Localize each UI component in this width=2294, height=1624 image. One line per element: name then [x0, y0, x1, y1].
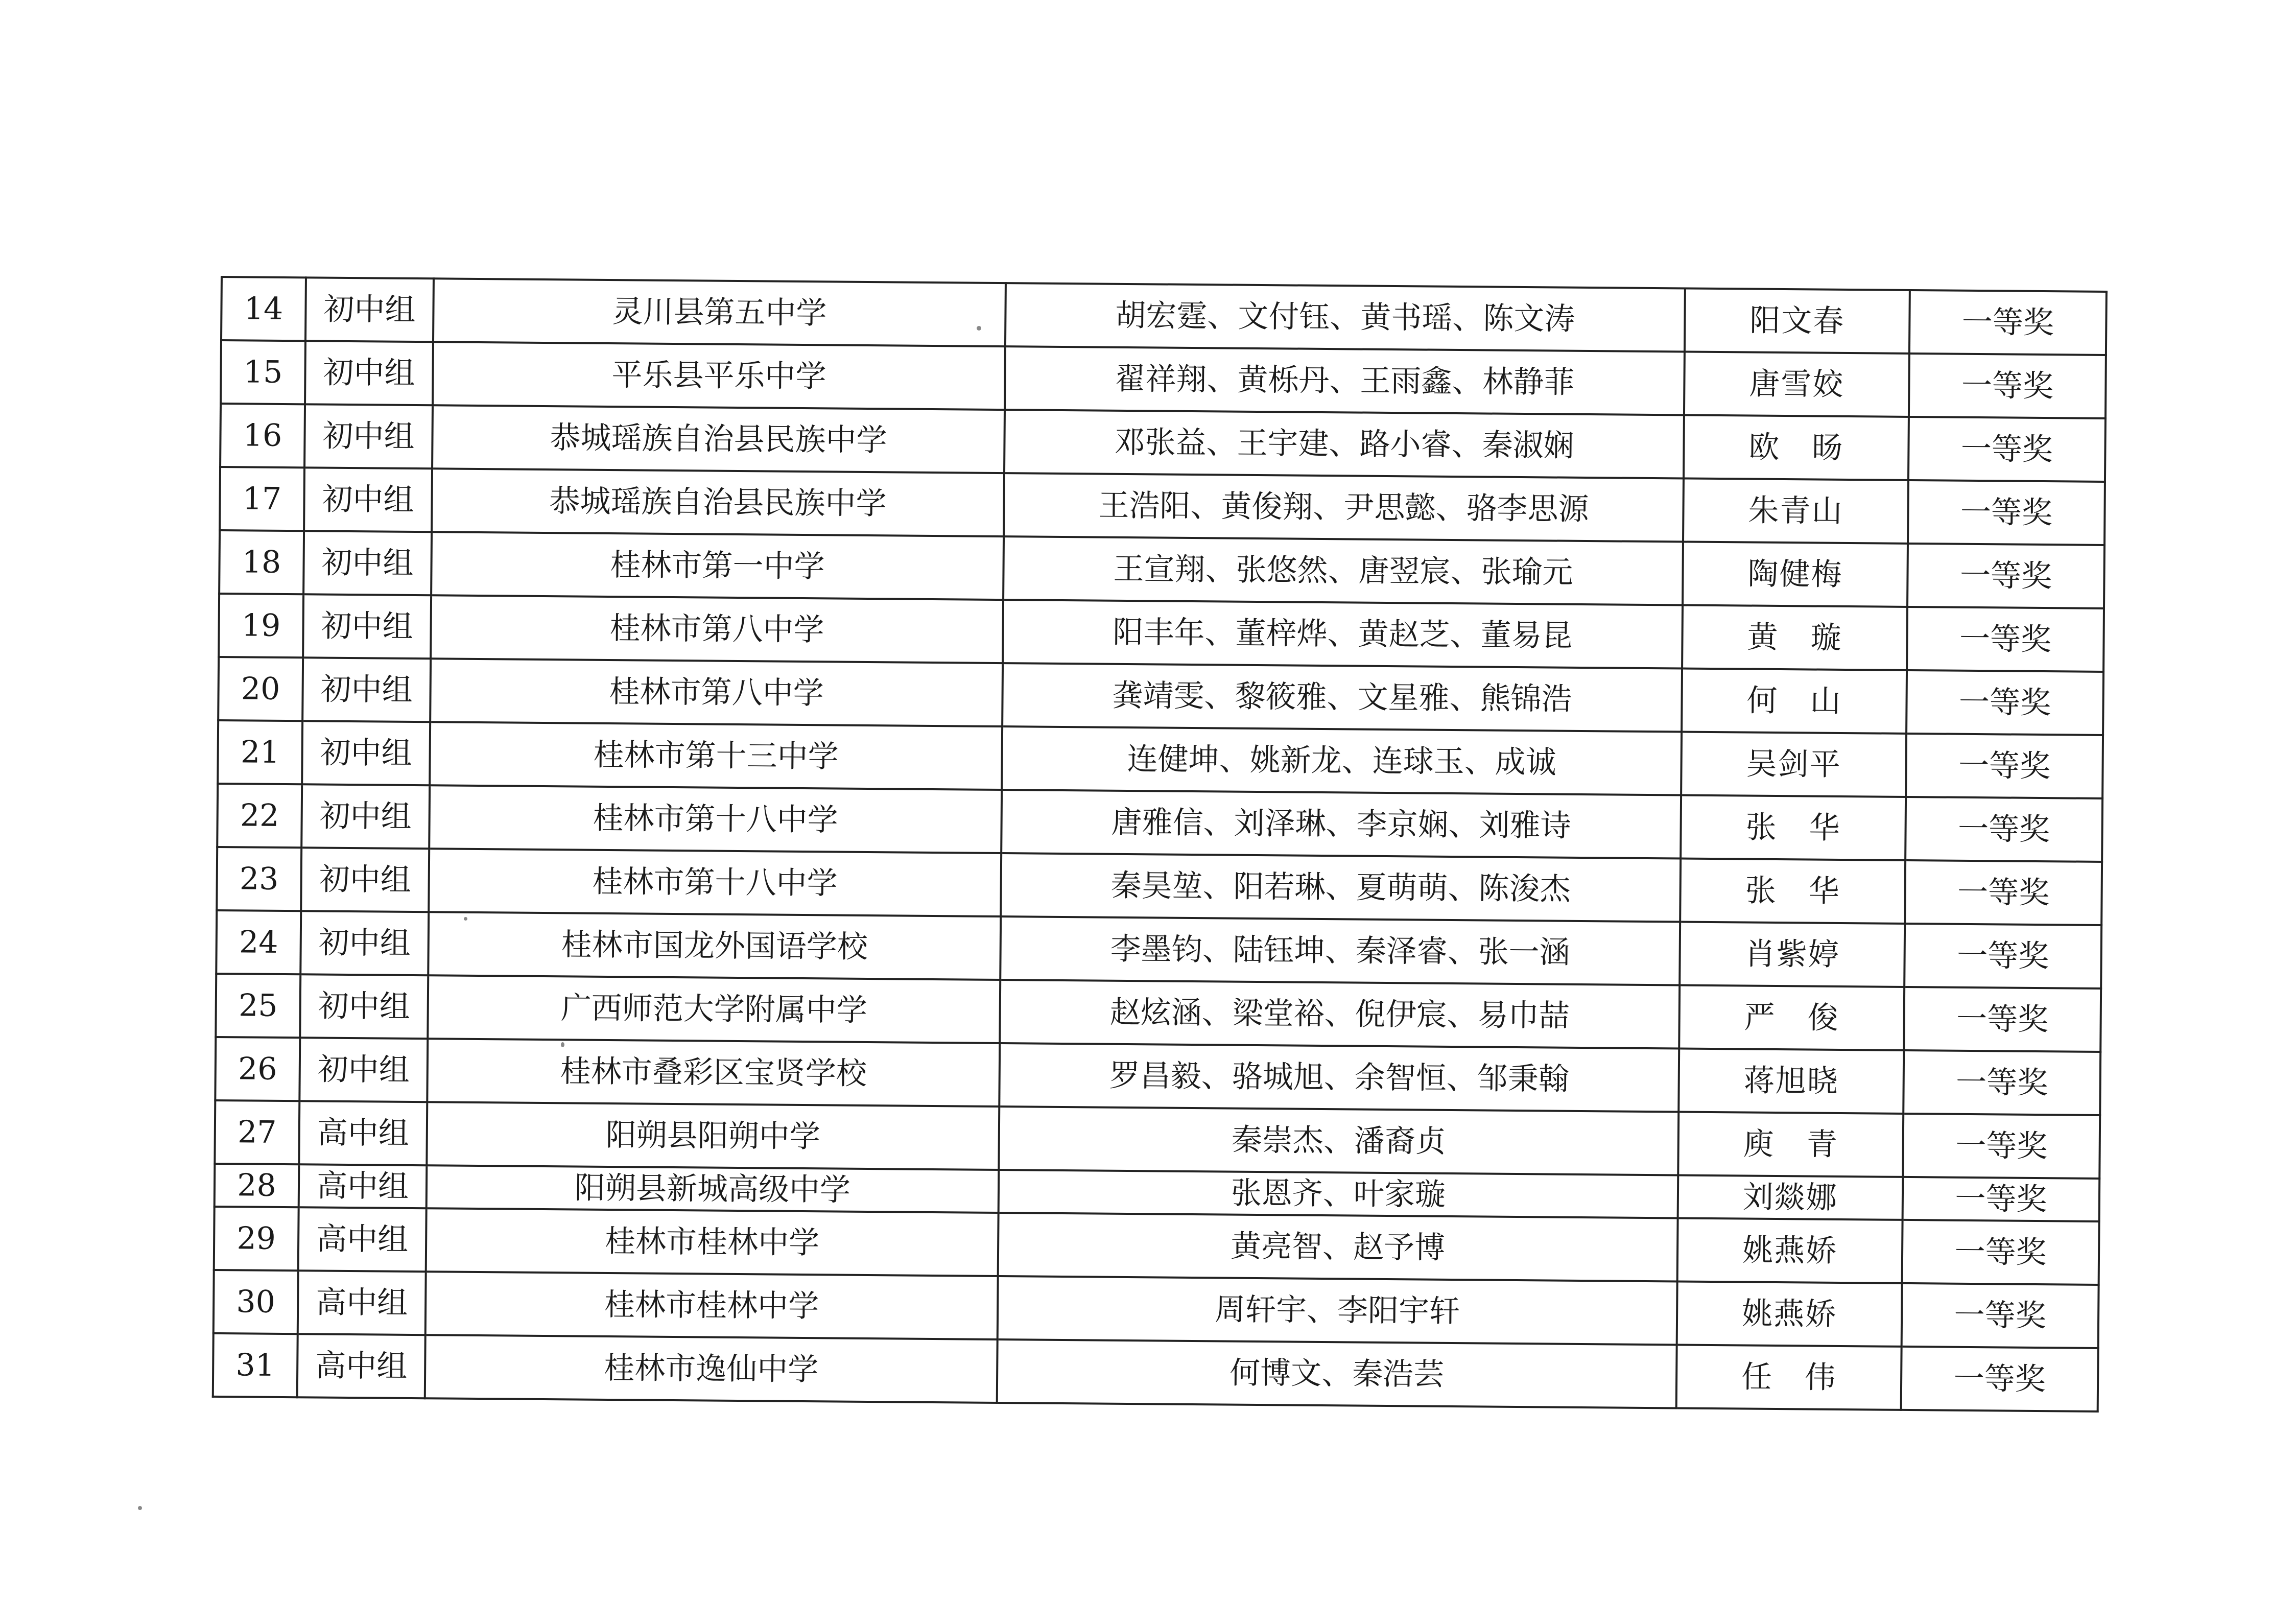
teacher-cell: 任 伟 — [1676, 1345, 1902, 1409]
school-cell: 广西师范大学附属中学 — [428, 975, 1000, 1043]
teacher-cell: 张 华 — [1681, 795, 1906, 860]
award-cell: 一等奖 — [1905, 860, 2102, 925]
teacher-cell: 欧 旸 — [1684, 415, 1909, 480]
row-number-cell: 14 — [221, 277, 306, 341]
members-cell: 李墨钧、陆钰坤、秦泽睿、张一涵 — [1000, 916, 1680, 985]
group-cell: 高中组 — [298, 1207, 427, 1272]
row-number-cell: 22 — [217, 784, 302, 848]
row-number-cell: 24 — [216, 910, 301, 974]
members-cell: 罗昌毅、骆城旭、余智恒、邹秉翰 — [999, 1043, 1679, 1112]
group-cell: 初中组 — [305, 341, 433, 405]
school-cell: 平乐县平乐中学 — [433, 342, 1005, 410]
teacher-cell: 张 华 — [1680, 858, 1905, 923]
award-table-body — [213, 277, 2107, 1411]
teacher-cell: 唐雪姣 — [1684, 352, 1909, 417]
group-cell: 初中组 — [303, 531, 432, 595]
school-cell: 桂林市第八中学 — [431, 595, 1003, 663]
teacher-cell: 姚燕娇 — [1677, 1281, 1902, 1346]
school-cell: 桂林市叠彩区宝贤学校 — [427, 1039, 1000, 1107]
group-cell: 高中组 — [298, 1270, 426, 1335]
members-cell: 龚靖雯、黎筱雅、文星雅、熊锦浩 — [1002, 663, 1682, 732]
award-cell: 一等奖 — [1903, 1114, 2100, 1179]
school-cell: 桂林市第一中学 — [431, 532, 1004, 600]
group-cell: 初中组 — [299, 1038, 428, 1102]
school-cell: 恭城瑶族自治县民族中学 — [432, 468, 1004, 536]
award-cell: 一等奖 — [1904, 924, 2101, 988]
members-cell: 邓张益、王宇建、路小睿、秦淑娴 — [1004, 410, 1684, 478]
members-cell: 何博文、秦浩芸 — [997, 1339, 1677, 1408]
row-number-cell: 31 — [213, 1333, 298, 1397]
award-cell: 一等奖 — [1904, 987, 2101, 1052]
scan-speck — [138, 1506, 142, 1510]
school-cell: 阳朔县阳朔中学 — [427, 1102, 999, 1170]
school-cell: 桂林市第十八中学 — [429, 785, 1002, 853]
group-cell: 初中组 — [301, 848, 429, 912]
school-cell: 灵川县第五中学 — [433, 278, 1006, 346]
group-cell: 高中组 — [299, 1101, 427, 1165]
teacher-cell: 严 俊 — [1679, 985, 1904, 1050]
award-table — [212, 276, 2108, 1413]
teacher-cell: 何 山 — [1682, 668, 1907, 733]
row-number-cell: 20 — [218, 657, 303, 721]
row-number-cell: 16 — [220, 404, 305, 467]
award-cell: 一等奖 — [1903, 1177, 2100, 1221]
teacher-cell: 庾 青 — [1678, 1112, 1903, 1176]
group-cell: 初中组 — [300, 911, 429, 975]
award-cell: 一等奖 — [1907, 607, 2104, 672]
school-cell: 桂林市国龙外国语学校 — [428, 912, 1001, 980]
award-cell: 一等奖 — [1905, 797, 2102, 862]
school-cell: 恭城瑶族自治县民族中学 — [432, 405, 1005, 473]
group-cell: 初中组 — [301, 784, 430, 849]
row-number-cell: 25 — [216, 974, 300, 1038]
group-cell: 初中组 — [305, 277, 434, 342]
school-cell: 桂林市第十八中学 — [429, 849, 1001, 916]
teacher-cell: 阳文春 — [1685, 289, 1910, 354]
award-cell: 一等奖 — [1909, 354, 2106, 418]
group-cell: 初中组 — [300, 974, 428, 1039]
members-cell: 秦崇杰、潘裔贞 — [999, 1107, 1678, 1175]
members-cell: 阳丰年、董梓烨、黄赵芝、董易昆 — [1003, 600, 1683, 668]
teacher-cell: 肖紫婷 — [1680, 922, 1905, 986]
group-cell: 初中组 — [304, 404, 433, 468]
members-cell: 张恩齐、叶家璇 — [999, 1170, 1678, 1218]
school-cell: 阳朔县新城高级中学 — [427, 1165, 999, 1213]
award-cell: 一等奖 — [1907, 544, 2104, 608]
row-number-cell: 30 — [214, 1270, 298, 1334]
teacher-cell: 吴剑平 — [1681, 732, 1906, 796]
teacher-cell: 朱青山 — [1683, 479, 1908, 544]
school-cell: 桂林市桂林中学 — [426, 1208, 999, 1276]
group-cell: 初中组 — [303, 594, 431, 658]
row-number-cell: 18 — [219, 530, 304, 594]
row-number-cell: 26 — [215, 1037, 300, 1101]
group-cell: 高中组 — [297, 1334, 425, 1398]
members-cell: 胡宏霆、文付钰、黄书瑶、陈文涛 — [1005, 283, 1685, 351]
school-cell: 桂林市桂林中学 — [425, 1272, 998, 1339]
teacher-cell: 黄 璇 — [1682, 605, 1907, 670]
row-number-cell: 29 — [214, 1207, 299, 1270]
members-cell: 王宣翔、张悠然、唐翌宸、张瑜元 — [1003, 536, 1683, 605]
members-cell: 周轩宇、李阳宇轩 — [998, 1276, 1677, 1345]
row-number-cell: 15 — [221, 340, 305, 404]
group-cell: 高中组 — [299, 1164, 427, 1208]
members-cell: 赵炫涵、梁堂裕、倪伊宸、易巾喆 — [1000, 980, 1680, 1048]
award-cell: 一等奖 — [1902, 1283, 2099, 1348]
row-number-cell: 27 — [215, 1100, 299, 1164]
row-number-cell: 19 — [219, 594, 303, 657]
row-number-cell: 28 — [215, 1164, 299, 1207]
group-cell: 初中组 — [302, 721, 430, 785]
school-cell: 桂林市第十三中学 — [430, 722, 1002, 790]
members-cell: 连健坤、姚新龙、连球玉、成诚 — [1002, 726, 1682, 795]
members-cell: 翟祥翔、黄栎丹、王雨鑫、林静菲 — [1005, 346, 1685, 415]
teacher-cell: 姚燕娇 — [1677, 1218, 1903, 1283]
teacher-cell: 刘燚娜 — [1678, 1175, 1903, 1219]
award-cell: 一等奖 — [1906, 670, 2103, 735]
row-number-cell: 23 — [217, 847, 301, 911]
award-cell: 一等奖 — [1902, 1220, 2099, 1285]
members-cell: 秦昊堃、阳若琳、夏萌萌、陈浚杰 — [1001, 853, 1681, 922]
award-cell: 一等奖 — [1906, 734, 2103, 798]
members-cell: 黄亮智、赵予博 — [998, 1213, 1678, 1281]
school-cell: 桂林市逸仙中学 — [425, 1335, 998, 1403]
school-cell: 桂林市第八中学 — [430, 658, 1003, 726]
award-cell: 一等奖 — [1909, 290, 2107, 355]
row-number-cell: 21 — [218, 720, 302, 784]
teacher-cell: 蒋旭晓 — [1678, 1048, 1904, 1113]
group-cell: 初中组 — [304, 467, 432, 532]
group-cell: 初中组 — [302, 657, 431, 722]
row-number-cell: 17 — [220, 467, 304, 531]
award-cell: 一等奖 — [1908, 417, 2106, 482]
award-cell: 一等奖 — [1903, 1050, 2100, 1115]
teacher-cell: 陶健梅 — [1683, 542, 1908, 607]
award-cell: 一等奖 — [1901, 1347, 2098, 1411]
award-cell: 一等奖 — [1908, 480, 2105, 545]
members-cell: 唐雅信、刘泽琳、李京娴、刘雅诗 — [1001, 790, 1681, 858]
members-cell: 王浩阳、黄俊翔、尹思懿、骆李思源 — [1004, 473, 1684, 542]
